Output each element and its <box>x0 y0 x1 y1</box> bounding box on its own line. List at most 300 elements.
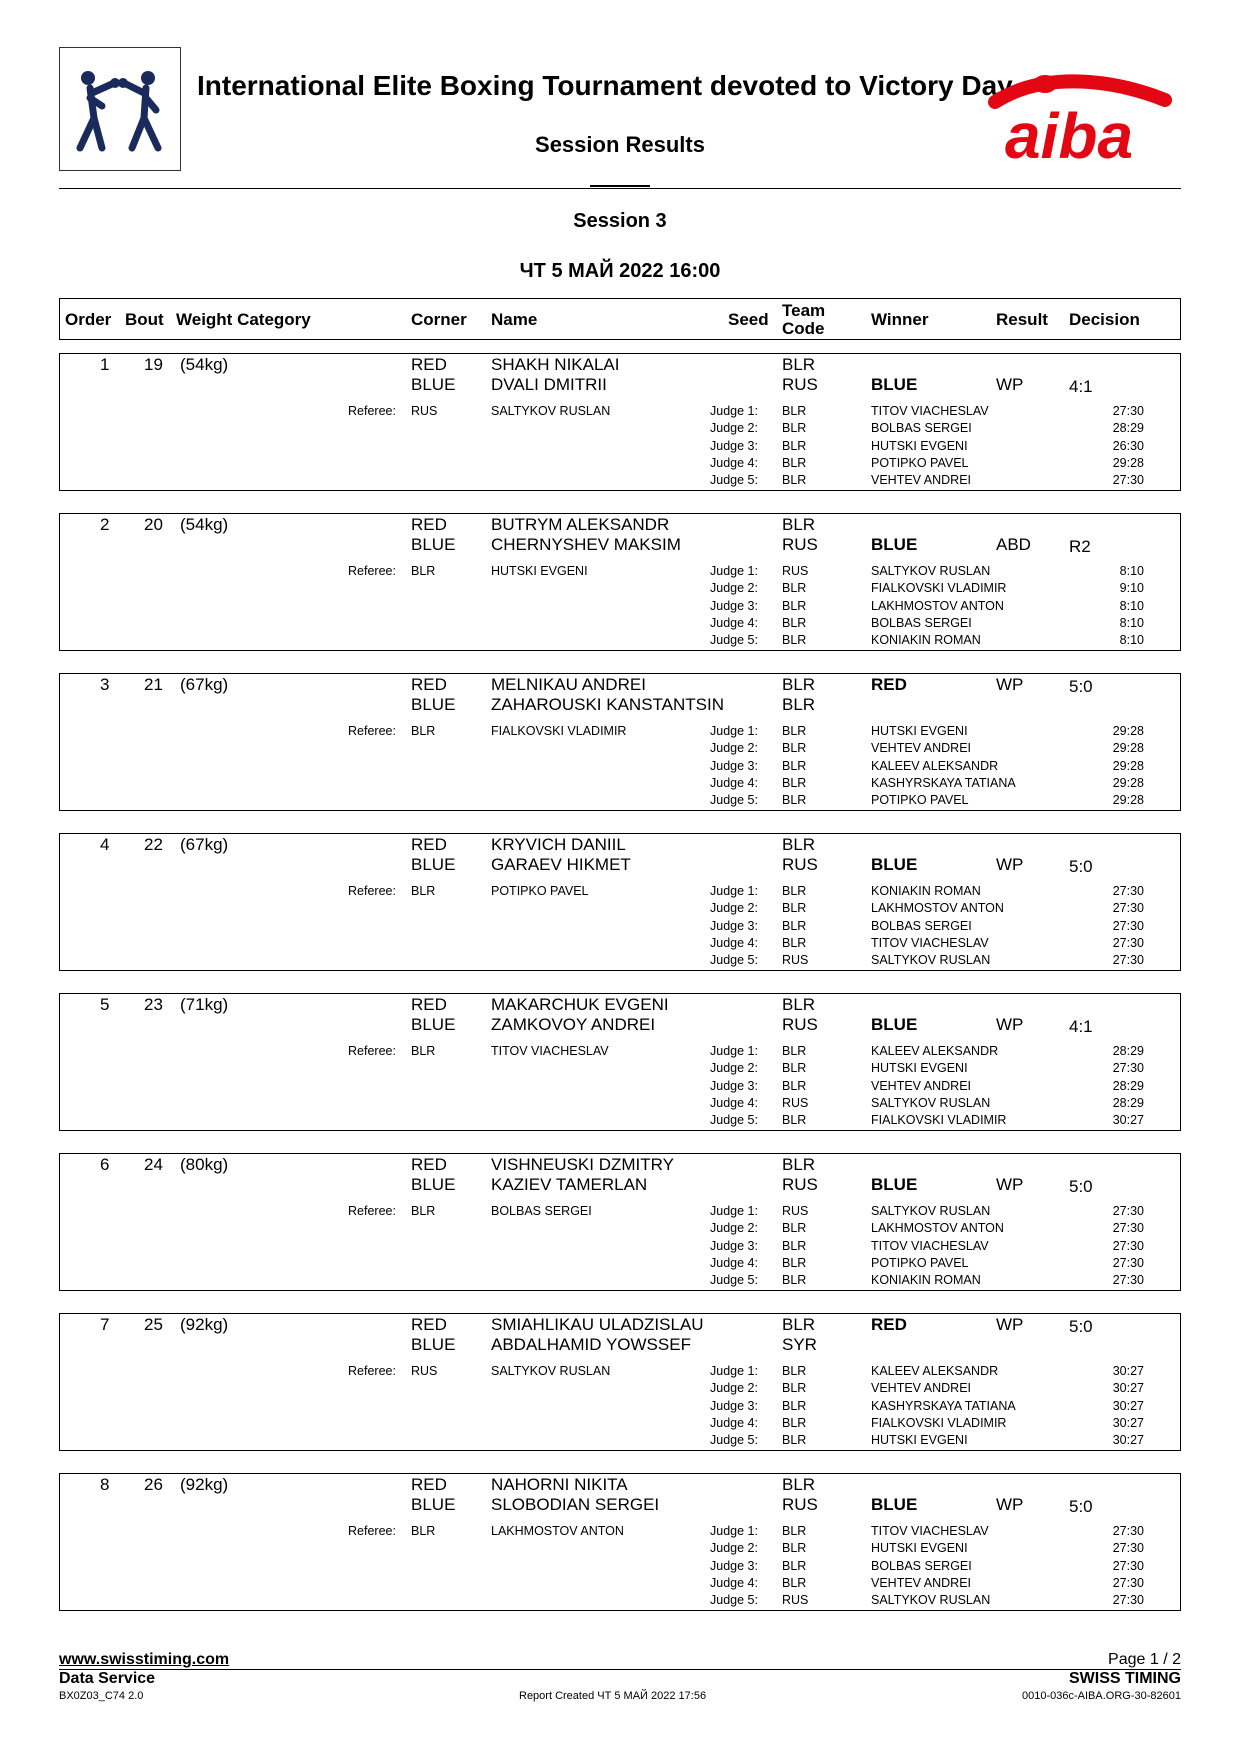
judge-score: 28:29 <box>1112 421 1144 436</box>
judge-label: Judge 5: <box>710 1593 758 1608</box>
judge-team: BLR <box>782 1558 807 1573</box>
corner-red: RED <box>411 515 447 534</box>
judge-label: Judge 5: <box>710 633 758 648</box>
judge-label: Judge 5: <box>710 793 758 808</box>
table-header <box>59 298 1181 340</box>
result-type: WP <box>996 855 1024 874</box>
page-title: International Elite Boxing Tournament devoted to Victory Day <box>197 70 1013 101</box>
judge-team: BLR <box>782 615 807 630</box>
judge-team: BLR <box>782 1433 807 1448</box>
blue-boxer-name: ZAHAROUSKI KANSTANTSIN <box>491 695 724 714</box>
judge-score: 27:30 <box>1112 1221 1144 1236</box>
blue-boxer-name: KAZIEV TAMERLAN <box>491 1175 648 1194</box>
judge-name: KASHYRSKAYA TATIANA <box>871 1398 1016 1413</box>
judge-team: BLR <box>782 473 807 488</box>
judge-team: BLR <box>782 793 807 808</box>
judge-name: KONIAKIN ROMAN <box>871 1273 981 1288</box>
corner-red: RED <box>411 1475 447 1494</box>
judge-name: VEHTEV ANDREI <box>871 473 972 488</box>
red-team-code: BLR <box>782 355 816 374</box>
judge-score: 30:27 <box>1112 1415 1144 1430</box>
referee-label: Referee: <box>348 724 396 738</box>
footer-data-service: Data Service <box>59 1670 156 1687</box>
red-boxer-name: SMIAHLIKAU ULADZISLAU <box>491 1315 704 1334</box>
judge-label: Judge 4: <box>710 1415 758 1430</box>
judge-team: BLR <box>782 598 807 613</box>
judge-name: BOLBAS SERGEI <box>871 1558 972 1573</box>
judge-score: 30:27 <box>1112 1364 1144 1378</box>
bout-number: 24 <box>144 1155 163 1174</box>
referee-name: FIALKOVSKI VLADIMIR <box>491 724 627 738</box>
col-team-code-line1: Team <box>782 301 826 320</box>
corner-blue: BLUE <box>411 1175 456 1194</box>
judge-label: Judge 3: <box>710 598 758 613</box>
red-boxer-name: BUTRYM ALEKSANDR <box>491 515 670 534</box>
blue-boxer-name: ZAMKOVOY ANDREI <box>491 1015 656 1034</box>
aiba-logo <box>985 50 1185 173</box>
judge-label: Judge 3: <box>710 758 758 773</box>
judge-team: BLR <box>782 775 807 790</box>
referee-name: SALTYKOV RUSLAN <box>491 404 611 418</box>
bout-block <box>59 673 1181 811</box>
weight-category: (67kg) <box>180 675 229 694</box>
bout-order: 3 <box>100 675 110 694</box>
judge-label: Judge 4: <box>710 1095 758 1110</box>
judge-label: Judge 1: <box>710 884 758 898</box>
judge-name: KALEEV ALEKSANDR <box>871 758 999 773</box>
judge-team: RUS <box>782 1593 809 1608</box>
judge-team: BLR <box>782 421 807 436</box>
corner-blue: BLUE <box>411 1015 456 1034</box>
bout-block <box>59 1153 1181 1291</box>
judge-team: BLR <box>782 1273 807 1288</box>
judge-score: 29:28 <box>1112 741 1144 756</box>
weight-category: (92kg) <box>180 1475 229 1494</box>
footer-reference: 0010-036c-AIBA.ORG-30-82601 <box>1022 1690 1181 1702</box>
judge-score: 27:30 <box>1112 404 1144 418</box>
judge-name: HUTSKI EVGENI <box>871 724 968 738</box>
judge-score: 30:27 <box>1112 1113 1144 1128</box>
judge-name: HUTSKI EVGENI <box>871 1433 968 1448</box>
referee-name: POTIPKO PAVEL <box>491 884 589 898</box>
judge-name: POTIPKO PAVEL <box>871 1255 969 1270</box>
judge-label: Judge 2: <box>710 581 758 596</box>
bout-block <box>59 993 1181 1131</box>
judge-label: Judge 3: <box>710 1078 758 1093</box>
blue-team-code: SYR <box>782 1335 817 1354</box>
judge-team: RUS <box>782 953 809 968</box>
judge-score: 28:29 <box>1112 1078 1144 1093</box>
referee-team: BLR <box>411 1044 436 1058</box>
winner-corner: RED <box>871 675 907 694</box>
bout-order: 2 <box>100 515 110 534</box>
judge-score: 29:28 <box>1112 793 1144 808</box>
bout-order: 6 <box>100 1155 110 1174</box>
judge-name: HUTSKI EVGENI <box>871 1541 968 1556</box>
judge-label: Judge 2: <box>710 1381 758 1396</box>
judge-score: 8:10 <box>1119 615 1144 630</box>
judge-label: Judge 2: <box>710 1221 758 1236</box>
col-decision: Decision <box>1069 310 1140 329</box>
blue-boxer-name: CHERNYSHEV MAKSIM <box>491 535 681 554</box>
judge-score: 9:10 <box>1119 581 1144 596</box>
judge-team: BLR <box>782 1541 807 1556</box>
col-order: Order <box>65 310 112 329</box>
judge-label: Judge 3: <box>710 1398 758 1413</box>
bout-block <box>59 513 1181 651</box>
corner-red: RED <box>411 1315 447 1334</box>
winner-corner: BLUE <box>871 1495 918 1514</box>
judge-score: 27:30 <box>1112 1524 1144 1538</box>
judge-name: KASHYRSKAYA TATIANA <box>871 775 1016 790</box>
judge-score: 27:30 <box>1112 1593 1144 1608</box>
judge-name: KONIAKIN ROMAN <box>871 884 981 898</box>
judge-name: VEHTEV ANDREI <box>871 1575 972 1590</box>
red-team-code: BLR <box>782 675 816 694</box>
referee-name: HUTSKI EVGENI <box>491 564 588 578</box>
judge-team: BLR <box>782 741 807 756</box>
bout-order: 1 <box>100 355 110 374</box>
red-team-code: BLR <box>782 995 816 1014</box>
red-team-code: BLR <box>782 835 816 854</box>
judge-name: POTIPKO PAVEL <box>871 793 969 808</box>
judge-team: BLR <box>782 1364 807 1378</box>
judge-label: Judge 1: <box>710 1204 758 1218</box>
col-seed: Seed <box>728 310 769 329</box>
corner-blue: BLUE <box>411 375 456 394</box>
red-team-code: BLR <box>782 1475 816 1494</box>
judge-team: BLR <box>782 884 807 898</box>
referee-label: Referee: <box>348 1044 396 1058</box>
judge-score: 29:28 <box>1112 775 1144 790</box>
session-title: Session 3 <box>573 210 667 232</box>
judge-score: 26:30 <box>1112 438 1144 453</box>
judge-label: Judge 4: <box>710 935 758 950</box>
judge-label: Judge 1: <box>710 404 758 418</box>
decision: 4:1 <box>1069 1017 1093 1036</box>
referee-label: Referee: <box>348 884 396 898</box>
referee-team: BLR <box>411 1204 436 1218</box>
bout-block <box>59 1473 1181 1611</box>
bout-order: 8 <box>100 1475 110 1494</box>
bout-order: 4 <box>100 835 110 854</box>
judge-team: BLR <box>782 918 807 933</box>
judge-label: Judge 1: <box>710 724 758 738</box>
judge-label: Judge 3: <box>710 438 758 453</box>
bout-number: 25 <box>144 1315 163 1334</box>
bout-block <box>59 833 1181 971</box>
page-subtitle: Session Results <box>535 132 705 157</box>
blue-team-code: BLR <box>782 695 816 714</box>
decision: 4:1 <box>1069 377 1093 396</box>
decision: 5:0 <box>1069 677 1093 696</box>
judge-name: SALTYKOV RUSLAN <box>871 1095 991 1110</box>
judge-score: 29:28 <box>1112 455 1144 470</box>
weight-category: (67kg) <box>180 835 229 854</box>
corner-blue: BLUE <box>411 695 456 714</box>
session-datetime: ЧТ 5 МАЙ 2022 16:00 <box>519 260 721 282</box>
judge-name: SALTYKOV RUSLAN <box>871 564 991 578</box>
judge-team: BLR <box>782 724 807 738</box>
corner-red: RED <box>411 995 447 1014</box>
judge-name: TITOV VIACHESLAV <box>871 1238 989 1253</box>
referee-team: BLR <box>411 1524 436 1538</box>
judge-team: BLR <box>782 1398 807 1413</box>
judge-team: BLR <box>782 1575 807 1590</box>
judge-score: 30:27 <box>1112 1381 1144 1396</box>
judge-label: Judge 3: <box>710 1558 758 1573</box>
bout-order: 5 <box>100 995 110 1014</box>
col-winner: Winner <box>871 310 929 329</box>
col-corner: Corner <box>411 310 467 329</box>
judge-team: RUS <box>782 1204 809 1218</box>
judge-label: Judge 1: <box>710 1364 758 1378</box>
judge-name: TITOV VIACHESLAV <box>871 935 989 950</box>
weight-category: (71kg) <box>180 995 229 1014</box>
judge-label: Judge 1: <box>710 564 758 578</box>
result-type: WP <box>996 675 1024 694</box>
judge-team: BLR <box>782 1113 807 1128</box>
corner-blue: BLUE <box>411 855 456 874</box>
blue-boxer-name: ABDALHAMID YOWSSEF <box>491 1335 691 1354</box>
weight-category: (54kg) <box>180 355 229 374</box>
red-boxer-name: MELNIKAU ANDREI <box>491 675 646 694</box>
col-result: Result <box>996 310 1048 329</box>
judge-name: TITOV VIACHESLAV <box>871 404 989 418</box>
referee-label: Referee: <box>348 1524 396 1538</box>
judge-name: BOLBAS SERGEI <box>871 421 972 436</box>
judge-name: FIALKOVSKI VLADIMIR <box>871 1415 1007 1430</box>
blue-boxer-name: SLOBODIAN SERGEI <box>491 1495 660 1514</box>
judge-score: 8:10 <box>1119 633 1144 648</box>
judge-team: BLR <box>782 1061 807 1076</box>
judge-name: FIALKOVSKI VLADIMIR <box>871 1113 1007 1128</box>
result-type: WP <box>996 375 1024 394</box>
referee-label: Referee: <box>348 404 396 418</box>
decision: 5:0 <box>1069 1497 1093 1516</box>
judge-score: 30:27 <box>1112 1398 1144 1413</box>
page-number: Page 1 / 2 <box>1108 1651 1181 1668</box>
winner-corner: BLUE <box>871 375 918 394</box>
winner-corner: BLUE <box>871 855 918 874</box>
red-boxer-name: NAHORNI NIKITA <box>491 1475 628 1494</box>
judge-label: Judge 4: <box>710 455 758 470</box>
referee-label: Referee: <box>348 1204 396 1218</box>
judge-name: LAKHMOSTOV ANTON <box>871 598 1004 613</box>
col-weight: Weight Category <box>176 310 311 329</box>
blue-team-code: RUS <box>782 855 818 874</box>
judge-score: 27:30 <box>1112 1558 1144 1573</box>
decision: 5:0 <box>1069 1177 1093 1196</box>
judge-team: BLR <box>782 1044 807 1058</box>
judge-label: Judge 5: <box>710 1273 758 1288</box>
blue-team-code: RUS <box>782 535 818 554</box>
referee-team: RUS <box>411 404 438 418</box>
blue-boxer-name: DVALI DMITRII <box>491 375 607 394</box>
footer-url-link[interactable]: www.swisstiming.com <box>59 1651 230 1668</box>
judge-name: LAKHMOSTOV ANTON <box>871 1221 1004 1236</box>
judge-score: 27:30 <box>1112 1061 1144 1076</box>
bout-number: 21 <box>144 675 163 694</box>
judge-name: LAKHMOSTOV ANTON <box>871 901 1004 916</box>
judge-score: 27:30 <box>1112 1255 1144 1270</box>
result-type: ABD <box>996 535 1031 554</box>
footer-brand: SWISS TIMING <box>1069 1670 1181 1687</box>
blue-team-code: RUS <box>782 1175 818 1194</box>
judge-team: BLR <box>782 935 807 950</box>
judge-label: Judge 1: <box>710 1524 758 1538</box>
judge-team: BLR <box>782 1221 807 1236</box>
blue-team-code: RUS <box>782 375 818 394</box>
judge-score: 27:30 <box>1112 1238 1144 1253</box>
referee-name: LAKHMOSTOV ANTON <box>491 1524 624 1538</box>
judge-label: Judge 2: <box>710 1061 758 1076</box>
referee-name: TITOV VIACHESLAV <box>491 1044 609 1058</box>
judge-name: KALEEV ALEKSANDR <box>871 1044 999 1058</box>
result-type: WP <box>996 1315 1024 1334</box>
judge-label: Judge 4: <box>710 615 758 630</box>
judge-team: BLR <box>782 1255 807 1270</box>
judge-label: Judge 5: <box>710 1113 758 1128</box>
winner-corner: BLUE <box>871 1015 918 1034</box>
referee-team: BLR <box>411 564 436 578</box>
judge-label: Judge 2: <box>710 741 758 756</box>
referee-team: BLR <box>411 724 436 738</box>
col-bout: Bout <box>125 310 164 329</box>
bout-block <box>59 1313 1181 1451</box>
judge-label: Judge 5: <box>710 1433 758 1448</box>
weight-category: (92kg) <box>180 1315 229 1334</box>
referee-team: RUS <box>411 1364 438 1378</box>
bout-number: 19 <box>144 355 163 374</box>
judge-name: POTIPKO PAVEL <box>871 455 969 470</box>
corner-blue: BLUE <box>411 1495 456 1514</box>
judge-name: HUTSKI EVGENI <box>871 1061 968 1076</box>
judge-team: BLR <box>782 455 807 470</box>
red-team-code: BLR <box>782 515 816 534</box>
judge-team: BLR <box>782 581 807 596</box>
judge-team: BLR <box>782 633 807 648</box>
col-name: Name <box>491 310 538 329</box>
judge-label: Judge 1: <box>710 1044 758 1058</box>
aiba-logo-text: aiba <box>1005 100 1134 168</box>
judge-score: 27:30 <box>1112 953 1144 968</box>
footer-divider <box>59 1669 1181 1670</box>
judge-score: 27:30 <box>1112 1273 1144 1288</box>
judge-name: SALTYKOV RUSLAN <box>871 1593 991 1608</box>
judge-name: SALTYKOV RUSLAN <box>871 1204 991 1218</box>
bout-number: 22 <box>144 835 163 854</box>
judge-label: Judge 2: <box>710 901 758 916</box>
header-divider <box>59 188 1181 189</box>
judge-name: HUTSKI EVGENI <box>871 438 968 453</box>
judge-label: Judge 2: <box>710 421 758 436</box>
judge-name: VEHTEV ANDREI <box>871 1381 972 1396</box>
judge-score: 27:30 <box>1112 918 1144 933</box>
red-team-code: BLR <box>782 1315 816 1334</box>
footer-doc-code: BX0Z03_C74 2.0 <box>59 1690 144 1702</box>
blue-team-code: RUS <box>782 1015 818 1034</box>
corner-red: RED <box>411 835 447 854</box>
bout-order: 7 <box>100 1315 110 1334</box>
judge-score: 29:28 <box>1112 758 1144 773</box>
judge-score: 8:10 <box>1119 598 1144 613</box>
referee-label: Referee: <box>348 564 396 578</box>
judge-score: 27:30 <box>1112 1575 1144 1590</box>
judge-name: SALTYKOV RUSLAN <box>871 953 991 968</box>
weight-category: (54kg) <box>180 515 229 534</box>
winner-corner: RED <box>871 1315 907 1334</box>
decision: 5:0 <box>1069 1317 1093 1336</box>
judge-name: BOLBAS SERGEI <box>871 918 972 933</box>
judge-name: TITOV VIACHESLAV <box>871 1524 989 1538</box>
judge-name: BOLBAS SERGEI <box>871 615 972 630</box>
referee-label: Referee: <box>348 1364 396 1378</box>
judge-score: 29:28 <box>1112 724 1144 738</box>
winner-corner: BLUE <box>871 1175 918 1194</box>
result-type: WP <box>996 1175 1024 1194</box>
judge-label: Judge 4: <box>710 1255 758 1270</box>
col-team-code-line2: Code <box>782 319 825 338</box>
header-divider-mark <box>590 185 650 187</box>
referee-name: SALTYKOV RUSLAN <box>491 1364 611 1378</box>
judge-score: 27:30 <box>1112 935 1144 950</box>
judge-score: 30:27 <box>1112 1433 1144 1448</box>
judge-team: BLR <box>782 404 807 418</box>
winner-corner: BLUE <box>871 535 918 554</box>
corner-red: RED <box>411 1155 447 1174</box>
corner-red: RED <box>411 675 447 694</box>
judge-team: BLR <box>782 438 807 453</box>
judge-score: 27:30 <box>1112 901 1144 916</box>
judge-score: 27:30 <box>1112 473 1144 488</box>
blue-boxer-name: GARAEV HIKMET <box>491 855 631 874</box>
red-boxer-name: KRYVICH DANIIL <box>491 835 626 854</box>
judge-score: 27:30 <box>1112 884 1144 898</box>
judge-team: BLR <box>782 1238 807 1253</box>
judge-score: 28:29 <box>1112 1044 1144 1058</box>
judge-label: Judge 5: <box>710 953 758 968</box>
footer-report-created: Report Created ЧТ 5 МАЙ 2022 17:56 <box>519 1690 707 1702</box>
red-boxer-name: MAKARCHUK EVGENI <box>491 995 669 1014</box>
corner-blue: BLUE <box>411 535 456 554</box>
referee-name: BOLBAS SERGEI <box>491 1204 592 1218</box>
judge-team: RUS <box>782 1095 809 1110</box>
red-boxer-name: VISHNEUSKI DZMITRY <box>491 1155 674 1174</box>
bout-block <box>59 353 1181 491</box>
judge-name: KALEEV ALEKSANDR <box>871 1364 999 1378</box>
judge-team: BLR <box>782 1381 807 1396</box>
judge-label: Judge 3: <box>710 1238 758 1253</box>
judge-label: Judge 5: <box>710 473 758 488</box>
result-type: WP <box>996 1495 1024 1514</box>
judge-name: VEHTEV ANDREI <box>871 1078 972 1093</box>
judge-label: Judge 2: <box>710 1541 758 1556</box>
judge-name: FIALKOVSKI VLADIMIR <box>871 581 1007 596</box>
decision: 5:0 <box>1069 857 1093 876</box>
judge-team: BLR <box>782 1524 807 1538</box>
corner-blue: BLUE <box>411 1335 456 1354</box>
weight-category: (80kg) <box>180 1155 229 1174</box>
bout-number: 23 <box>144 995 163 1014</box>
red-team-code: BLR <box>782 1155 816 1174</box>
referee-team: BLR <box>411 884 436 898</box>
result-type: WP <box>996 1015 1024 1034</box>
judge-score: 27:30 <box>1112 1204 1144 1218</box>
judge-team: BLR <box>782 1078 807 1093</box>
decision: R2 <box>1069 537 1091 556</box>
bout-number: 26 <box>144 1475 163 1494</box>
